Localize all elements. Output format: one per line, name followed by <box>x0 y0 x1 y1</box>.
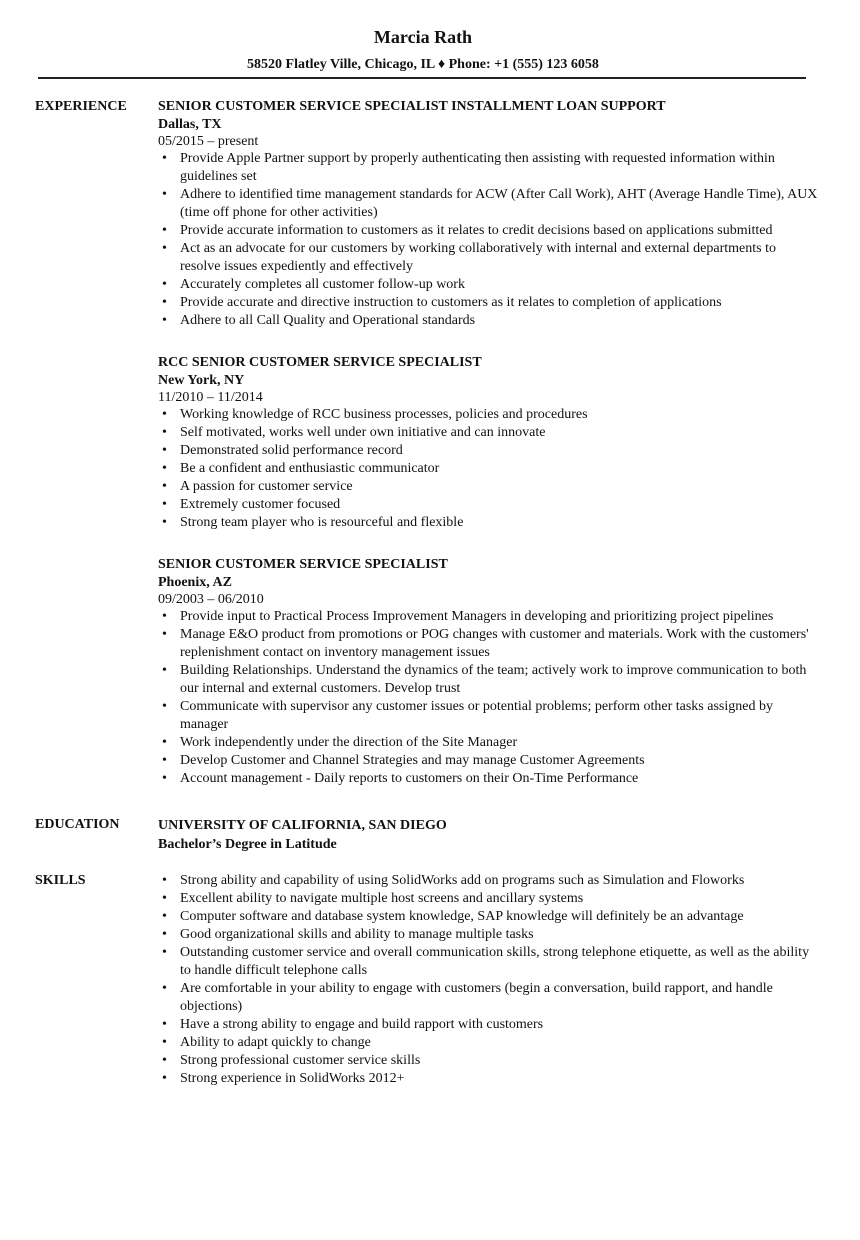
job-duties-list <box>158 150 818 330</box>
job-duty: • Communicate with supervisor any customer issues or potential problems; perform other tasks assigned by manager <box>158 698 818 734</box>
job-duty: • Adhere to all Call Quality and Operational standards <box>158 312 818 330</box>
experience-body <box>158 98 818 812</box>
skill-item: • Strong ability and capability of using SolidWorks add on programs such as Simulation and Floworks <box>158 872 818 890</box>
skills-label: SKILLS <box>35 873 86 888</box>
job-duty: • Accurately completes all customer follow-up work <box>158 276 818 294</box>
candidate-name: Marcia Rath <box>373 27 473 47</box>
job-dates: 05/2015 – present <box>158 134 259 149</box>
job-duty: • A passion for customer service <box>158 478 818 496</box>
skill-item: • Outstanding customer service and overall communication skills, strong telephone etiquette, as well as the ability to handle difficult telephone calls <box>158 944 818 980</box>
job-title: RCC SENIOR CUSTOMER SERVICE SPECIALIST <box>158 355 482 370</box>
header-divider <box>38 77 806 79</box>
education-body <box>158 816 818 854</box>
skill-item: • Have a strong ability to engage and build rapport with customers <box>158 1016 818 1034</box>
job-duty: • Demonstrated solid performance record <box>158 442 818 460</box>
job-duty: • Manage E&O product from promotions or POG changes with customer and materials. Work with the customers' replenishment contact on inventory management issues <box>158 626 818 662</box>
job-duty: • Building Relationships. Understand the dynamics of the team; actively work to improve communication to both our internal and external customers. Develop trust <box>158 662 818 698</box>
job-dates: 09/2003 – 06/2010 <box>158 592 264 607</box>
job-title: SENIOR CUSTOMER SERVICE SPECIALIST <box>158 557 448 572</box>
job-duty: • Strong team player who is resourceful and flexible <box>158 514 818 532</box>
job-entry <box>158 556 818 788</box>
job-duty: • Extremely customer focused <box>158 496 818 514</box>
job-location: New York, NY <box>158 373 245 388</box>
skill-item: • Excellent ability to navigate multiple host screens and ancillary systems <box>158 890 818 908</box>
job-duties-list <box>158 406 818 532</box>
resume-header <box>0 24 846 75</box>
education-label: EDUCATION <box>35 817 120 832</box>
job-duties-list <box>158 608 818 788</box>
skill-item: • Strong experience in SolidWorks 2012+ <box>158 1070 818 1088</box>
skill-item: • Good organizational skills and ability to manage multiple tasks <box>158 926 818 944</box>
job-duty: • Provide accurate information to customers as it relates to credit decisions based on applications submitted <box>158 222 818 240</box>
job-entry <box>158 354 818 532</box>
job-duty: • Working knowledge of RCC business processes, policies and procedures <box>158 406 818 424</box>
contact-line: 58520 Flatley Ville, Chicago, IL ♦ Phone: +1 (555) 123 6058 <box>247 57 599 72</box>
skill-item: • Strong professional customer service skills <box>158 1052 818 1070</box>
skills-body <box>158 872 818 1088</box>
job-location: Dallas, TX <box>158 117 222 132</box>
job-duty: • Develop Customer and Channel Strategies and may manage Customer Agreements <box>158 752 818 770</box>
experience-label: EXPERIENCE <box>35 99 127 114</box>
job-duty: • Self motivated, works well under own initiative and can innovate <box>158 424 818 442</box>
job-duty: • Provide accurate and directive instruction to customers as it relates to completion of applications <box>158 294 818 312</box>
job-duty: • Provide Apple Partner support by properly authenticating then assisting with requested information within guidelines set <box>158 150 818 186</box>
skill-item: • Are comfortable in your ability to engage with customers (begin a conversation, build rapport, and handle objections) <box>158 980 818 1016</box>
skill-item: • Ability to adapt quickly to change <box>158 1034 818 1052</box>
job-duty: • Provide input to Practical Process Improvement Managers in developing and prioritizing project pipelines <box>158 608 818 626</box>
job-duty: • Act as an advocate for our customers by working collaboratively with internal and external departments to resolve issues expediently and effectively <box>158 240 818 276</box>
degree: Bachelor’s Degree in Latitude <box>158 837 337 852</box>
job-duty: • Work independently under the direction of the Site Manager <box>158 734 818 752</box>
job-duty: • Be a confident and enthusiastic communicator <box>158 460 818 478</box>
job-title: SENIOR CUSTOMER SERVICE SPECIALIST INSTALLMENT LOAN SUPPORT <box>158 99 666 114</box>
job-dates: 11/2010 – 11/2014 <box>158 390 263 405</box>
job-location: Phoenix, AZ <box>158 575 232 590</box>
job-duty: • Adhere to identified time management standards for ACW (After Call Work), AHT (Average Handle Time), AUX (time off phone for other activities) <box>158 186 818 222</box>
skills-list <box>158 872 818 1088</box>
job-duty: • Account management - Daily reports to customers on their On-Time Performance <box>158 770 818 788</box>
school-name: UNIVERSITY OF CALIFORNIA, SAN DIEGO <box>158 818 447 833</box>
skill-item: • Computer software and database system knowledge, SAP knowledge will definitely be an advantage <box>158 908 818 926</box>
job-entry <box>158 98 818 330</box>
